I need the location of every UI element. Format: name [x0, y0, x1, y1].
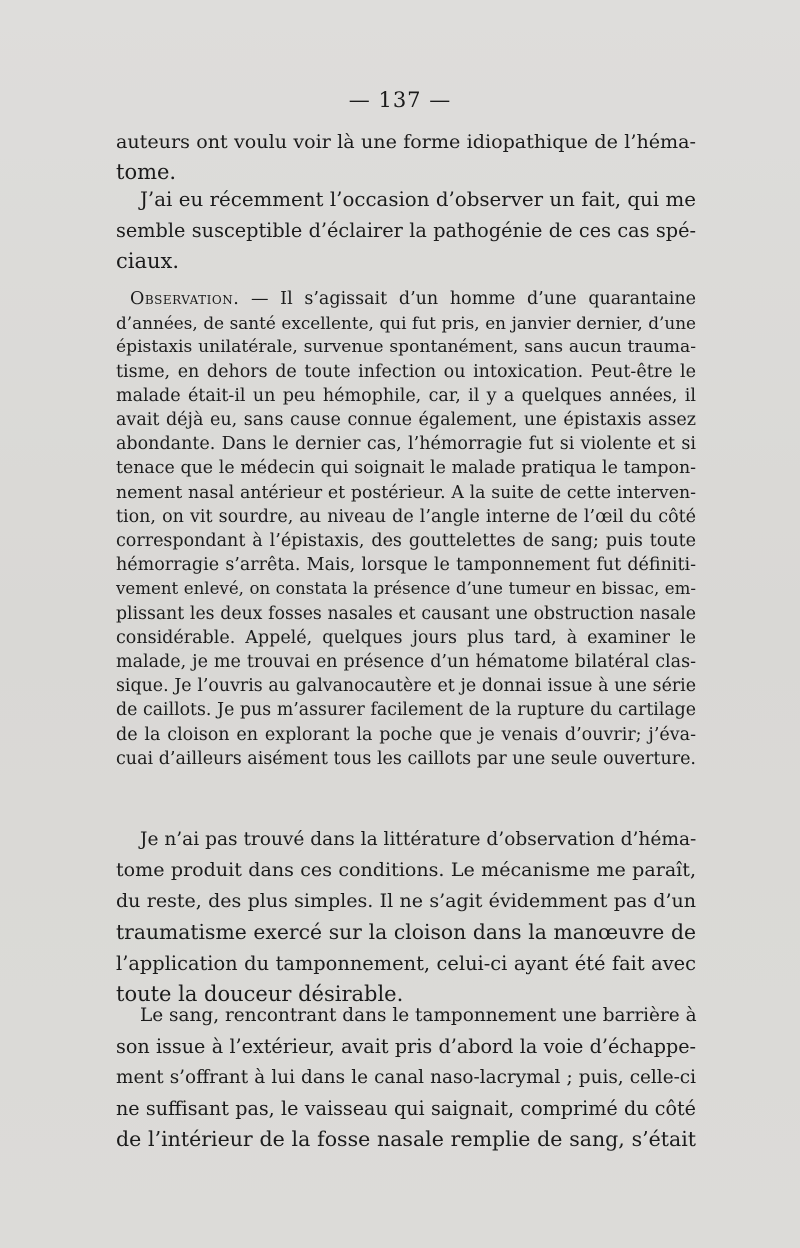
text-line: ciaux. [116, 249, 180, 273]
text-line: tome. [116, 160, 177, 184]
text-line: l’application du tamponnement, celui-ci ayant été fait avec [116, 952, 696, 975]
text-line: nement nasal antérieur et postérieur. A la suite de cette interven- [116, 482, 696, 503]
text-line: tome produit dans ces conditions. Le mécanisme me paraît, [116, 859, 696, 881]
text-line: du reste, des plus simples. Il ne s’agit évidemment pas d’un [116, 890, 696, 912]
paragraph-2 [116, 184, 696, 277]
paragraph-3 [116, 824, 696, 1010]
text-line: son issue à l’extérieur, avait pris d’abord la voie d’échappe- [116, 1035, 696, 1058]
text-line: correspondant à l’épistaxis, des gouttelettes de sang; puis toute [116, 531, 696, 552]
text-line: de caillots. Je pus m’assurer facilement de la rupture du cartilage [116, 700, 696, 721]
text-line: sique. Je l’ouvris au galvanocautère et je donnai issue à une série [116, 676, 696, 697]
text-line: Je n’ai pas trouvé dans la littérature d’observation d’héma- [140, 829, 697, 850]
text-line: J’ai eu récemment l’occasion d’observer un fait, qui me [140, 188, 696, 211]
text-line: malade, je me trouvai en présence d’un hématome bilatéral clas- [116, 652, 696, 673]
text-line: abondante. Dans le dernier cas, l’hémorragie fut si violente et si [116, 434, 696, 455]
paragraph-1 [116, 126, 696, 188]
text-line: ne suffisant pas, le vaisseau qui saignait, comprimé du côté [116, 1097, 696, 1120]
text-line: hémorragie s’arrêta. Mais, lorsque le tamponnement fut définiti- [116, 555, 696, 576]
text-line: tenace que le médecin qui soignait le malade pratiqua le tampon- [116, 458, 696, 479]
text-line: avait déjà eu, sans cause connue également, une épistaxis assez [116, 410, 696, 431]
text-line: semble susceptible d’éclairer la pathogénie de ces cas spé- [116, 219, 696, 242]
observation-first-line-text: — Il s’agissait d’un homme d’une quarantaine [239, 289, 696, 309]
text-line: tisme, en dehors de toute infection ou intoxication. Peut-être le [116, 361, 696, 382]
text-line: traumatisme exercé sur la cloison dans la manœuvre de [116, 920, 696, 944]
text-line: vement enlevé, on constata la présence d’une tumeur en bissac, em- [116, 579, 696, 599]
text-line: considérable. Appelé, quelques jours plus tard, à examiner le [116, 627, 696, 648]
text-line: de la cloison en explorant la poche que je venais d’ouvrir; j’éva- [116, 724, 696, 745]
page-number: — 137 — [348, 88, 452, 112]
text-line: toute la douceur désirable. [116, 982, 404, 1006]
text-line: cuai d’ailleurs aisément tous les caillots par une seule ouverture. [116, 748, 696, 769]
text-line: Le sang, rencontrant dans le tamponnement une barrière à [140, 1005, 697, 1026]
text-line: auteurs ont voulu voir là une forme idiopathique de l’héma- [116, 130, 696, 153]
text-line: tion, on vit sourdre, au niveau de l’angle interne de l’œil du côté [116, 506, 696, 527]
observation-first-line [116, 287, 696, 311]
text-line: plissant les deux fosses nasales et causant une obstruction nasale [116, 603, 696, 624]
text-line: ment s’offrant à lui dans le canal naso-lacrymal ; puis, celle-ci [116, 1067, 696, 1088]
text-line: d’années, de santé excellente, qui fut pris, en janvier dernier, d’une [116, 313, 696, 334]
observation-label: Observation. [130, 289, 240, 309]
text-line: malade était-il un peu hémophile, car, il y a quelques années, il [116, 385, 696, 406]
observation-block [116, 287, 696, 771]
paragraph-4 [116, 1000, 696, 1155]
text-line: de l’intérieur de la fosse nasale remplie de sang, s’était [116, 1127, 696, 1151]
text-line: épistaxis unilatérale, survenue spontanément, sans aucun trauma- [116, 337, 696, 358]
